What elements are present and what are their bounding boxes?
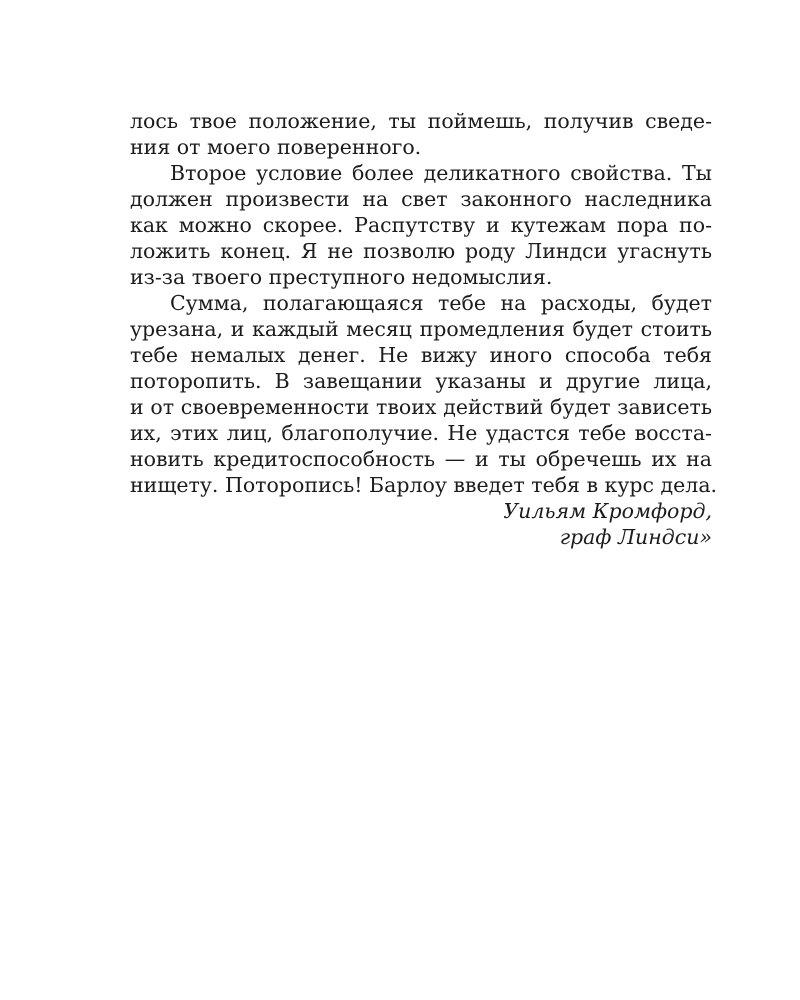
paragraph-3 [130,290,718,498]
text-line: урезана, и каждый месяц промедления будет стоить [130,317,712,341]
text-line: Второе условие более деликатного свойства. Ты [170,161,712,185]
text-line: поторопить. В завещании указаны и другие лица, [130,369,712,393]
paragraph-1 [130,108,712,160]
text-line: новить кредитоспособность — и ты обречешь их на [130,447,712,471]
letter-text [130,108,718,550]
signature-block [130,498,712,550]
text-line: из-за твоего преступного недомыслия. [130,265,553,289]
text-line: и от своевременности твоих действий будет зависеть [130,395,712,419]
text-line: тебе немалых денег. Не вижу иного способа тебя [130,343,712,367]
signature-name: Уильям Кромфорд, [503,499,712,523]
text-line: как можно скорее. Распутству и кутежам пора по- [130,213,712,237]
text-line: Сумма, полагающаяся тебе на расходы, будет [170,291,712,315]
text-line: ния от моего поверенного. [130,135,422,159]
text-line: их, этих лиц, благополучие. Не удастся тебе восста- [130,421,712,445]
text-line: нищету. Поторопись! Барлоу введет тебя в курс дела. [130,473,718,497]
text-line: должен произвести на свет законного наследника [130,187,712,211]
text-line: ложить конец. Я не позволю роду Линдси угаснуть [130,239,712,263]
signature-title: граф Линдси» [559,525,712,549]
paragraph-2 [130,160,712,290]
text-line: лось твое положение, ты поймешь, получив сведе- [130,109,712,133]
